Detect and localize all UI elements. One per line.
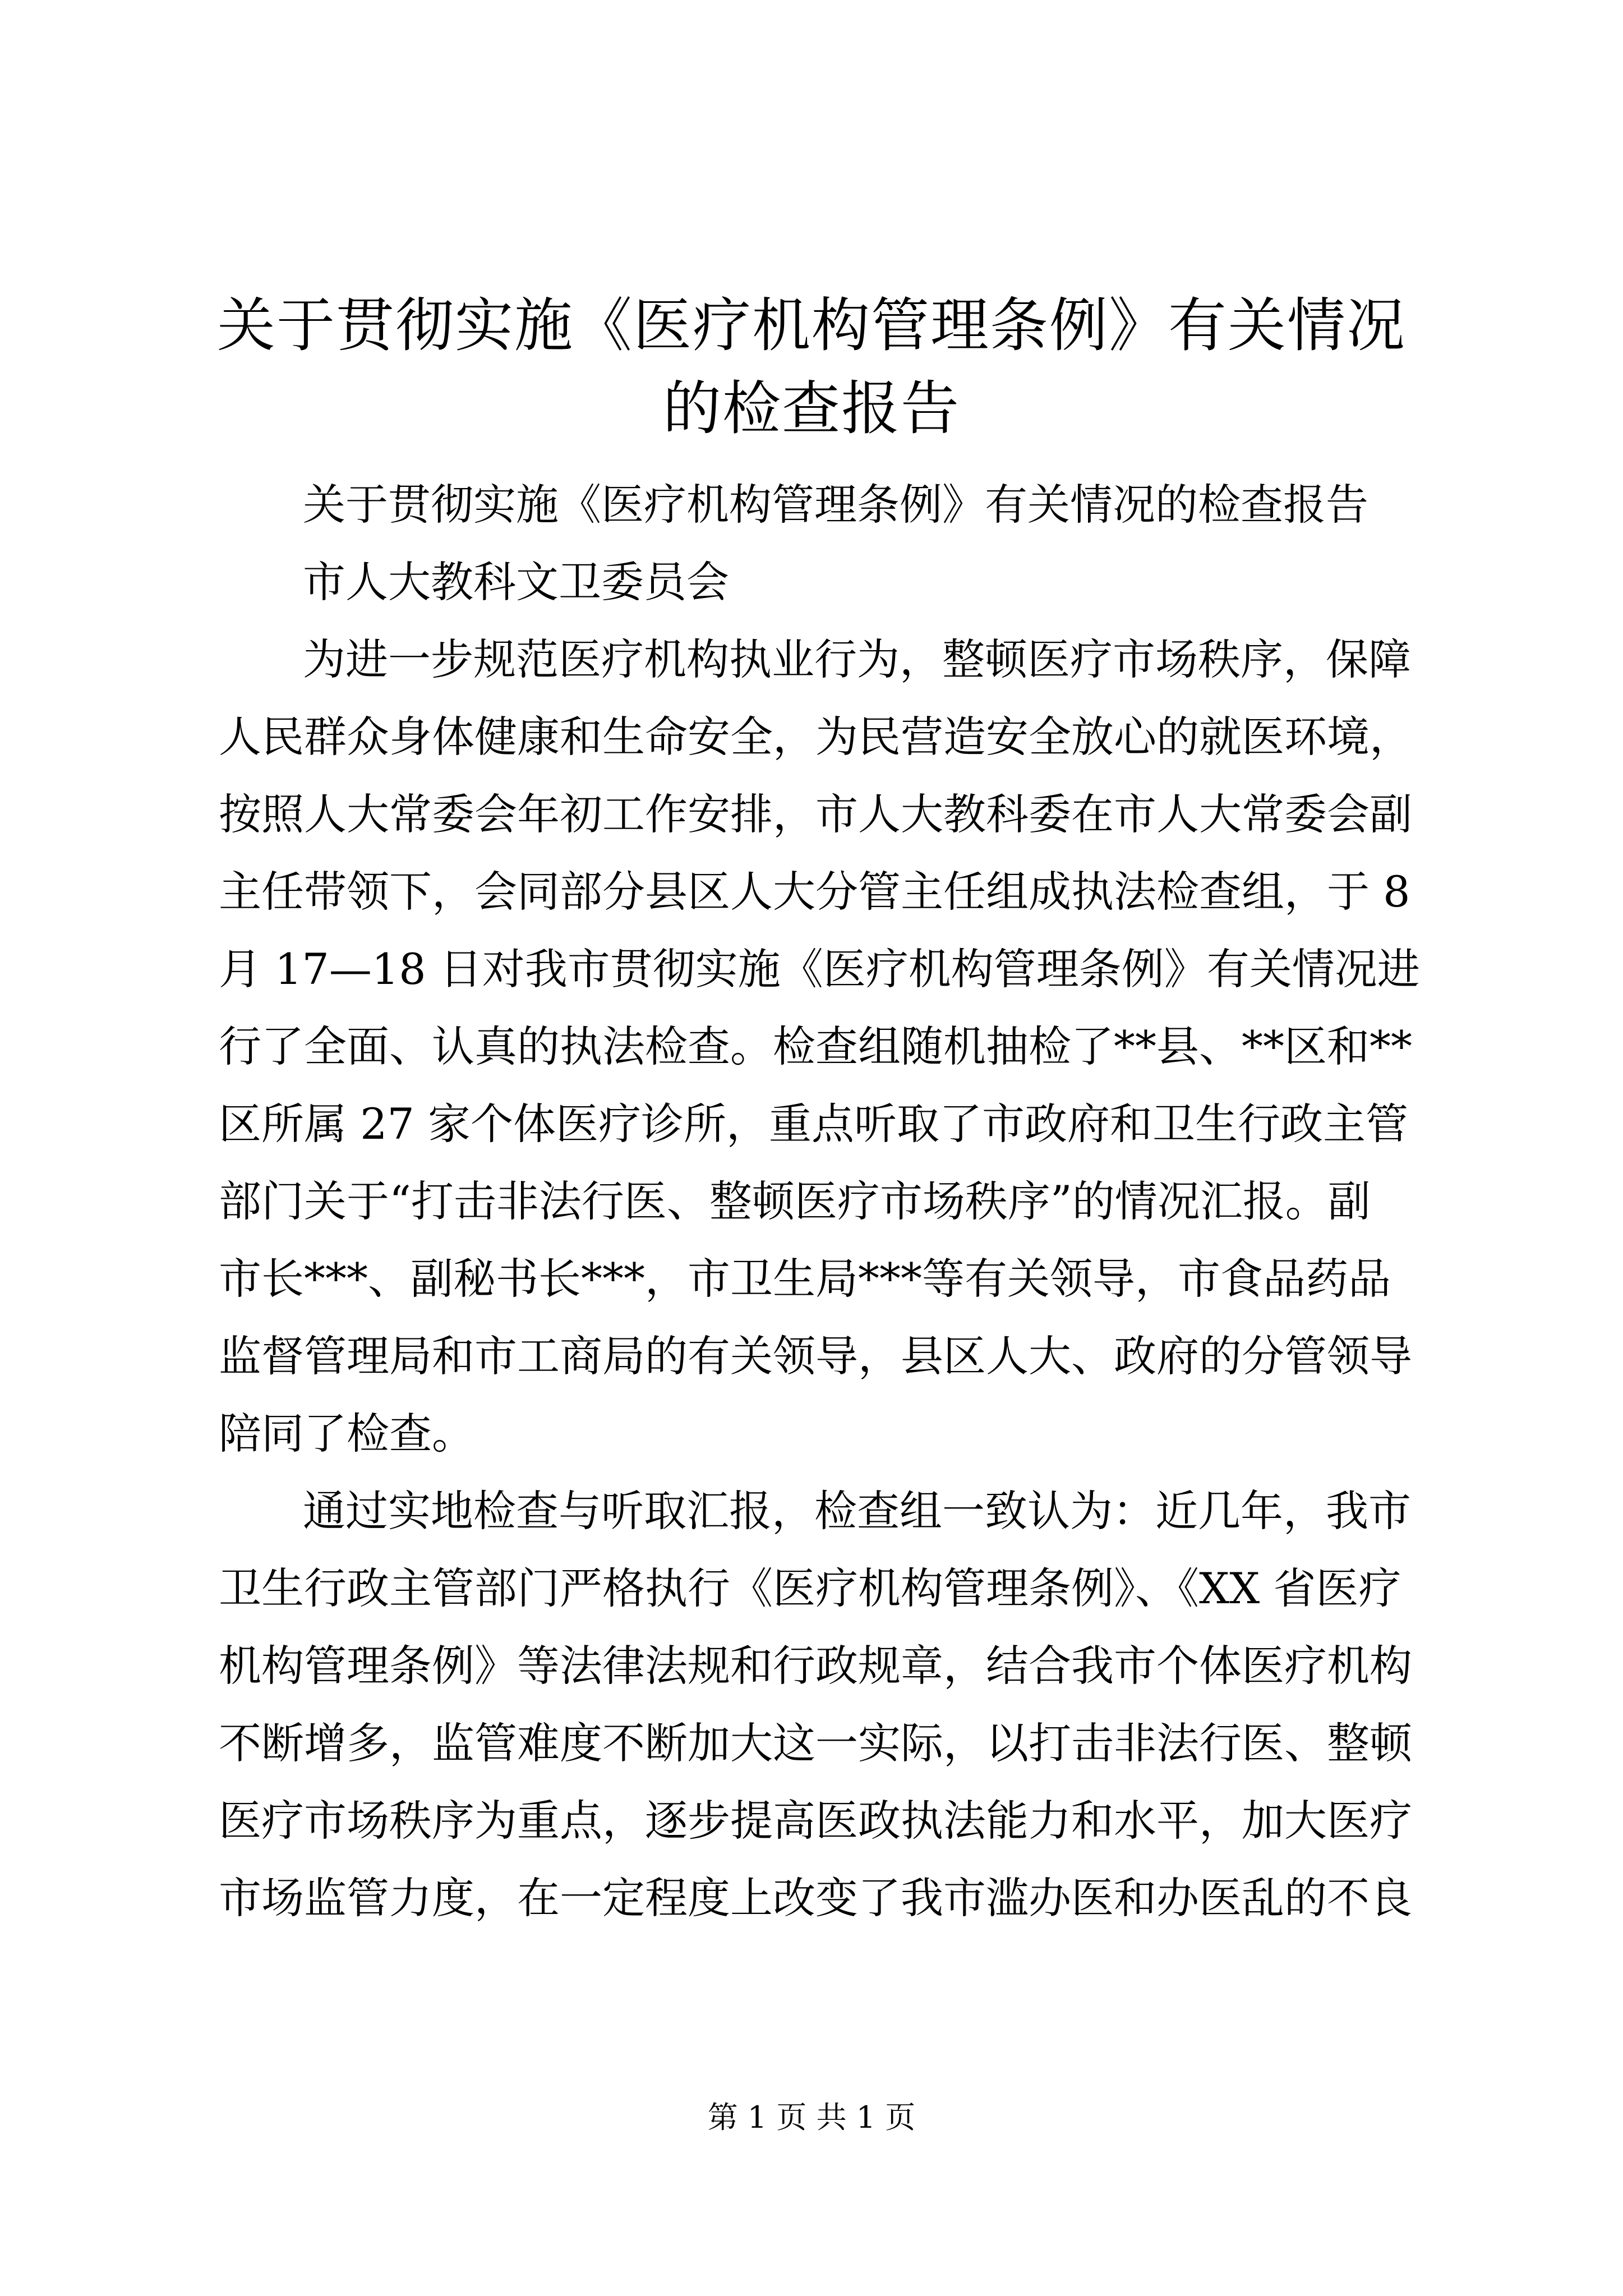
- paragraph-1-line: 月 17—18 日对我市贯彻实施《医疗机构管理条例》有关情况进: [219, 944, 1420, 994]
- document-title-line-1: 关于贯彻实施《医疗机构管理条例》有关情况: [216, 291, 1406, 360]
- paragraph-2-line: 不断增多，监管难度不断加大这一实际，以打击非法行医、整顿: [219, 1718, 1412, 1768]
- paragraph-2-line: 市场监管力度，在一定程度上改变了我市滥办医和办医乱的不良: [219, 1873, 1412, 1923]
- paragraph-1-line: 人民群众身体健康和生命安全，为民营造安全放心的就医环境，: [219, 712, 1412, 762]
- paragraph-2-line: 医疗市场秩序为重点，逐步提高医政执法能力和水平，加大医疗: [219, 1796, 1412, 1846]
- paragraph-1-line: 按照人大常委会年初工作安排，市人大教科委在市人大常委会副: [219, 789, 1412, 839]
- paragraph-1-line: 市长***、副秘书长***，市卫生局***等有关领导，市食品药品: [219, 1254, 1391, 1304]
- document-subtitle: 关于贯彻实施《医疗机构管理条例》有关情况的检查报告: [303, 480, 1368, 530]
- document-author: 市人大教科文卫委员会: [303, 557, 729, 607]
- document-title-line-2: 的检查报告: [662, 374, 960, 443]
- paragraph-1-line: 区所属 27 家个体医疗诊所，重点听取了市政府和卫生行政主管: [219, 1099, 1409, 1149]
- paragraph-1-line: 行了全面、认真的执法检查。检查组随机抽检了**县、**区和**: [219, 1022, 1412, 1071]
- paragraph-1-line: 为进一步规范医疗机构执业行为，整顿医疗市场秩序，保障: [303, 634, 1411, 684]
- paragraph-2-line: 机构管理条例》等法律法规和行政规章，结合我市个体医疗机构: [219, 1641, 1412, 1691]
- paragraph-1-line: 监督管理局和市工商局的有关领导，县区人大、政府的分管领导: [219, 1331, 1412, 1381]
- paragraph-2-line: 卫生行政主管部门严格执行《医疗机构管理条例》、《XX 省医疗: [219, 1563, 1401, 1613]
- paragraph-2-line: 通过实地检查与听取汇报，检查组一致认为：近几年，我市: [303, 1486, 1411, 1536]
- paragraph-1-line: 陪同了检查。: [219, 1409, 474, 1458]
- page-number-footer: 第 1 页 共 1 页: [707, 2100, 916, 2135]
- paragraph-1-line: 主任带领下，会同部分县区人大分管主任组成执法检查组，于 8: [219, 867, 1410, 917]
- paragraph-1-line: 部门关于“打击非法行医、整顿医疗市场秩序”的情况汇报。副: [219, 1176, 1371, 1226]
